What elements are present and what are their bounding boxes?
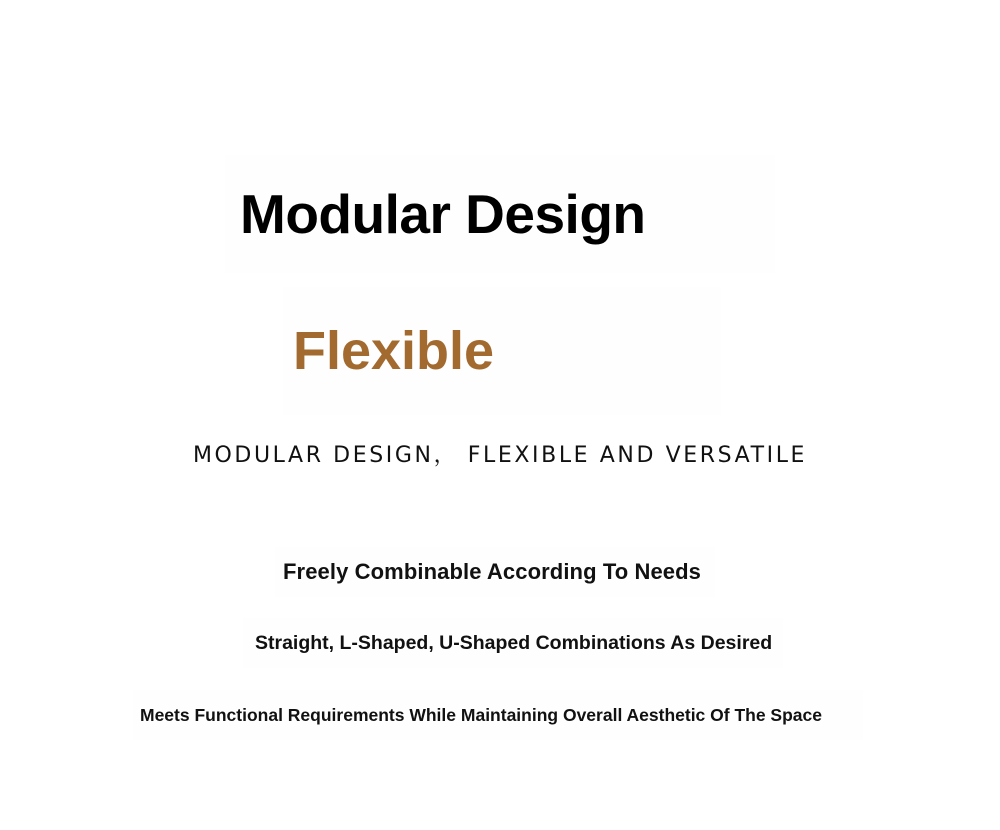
feature-panel-2 — [243, 618, 783, 668]
highlight-panel — [283, 287, 721, 415]
feature-line-3: Meets Functional Requirements While Maintaining Overall Aesthetic Of The Space — [140, 704, 822, 725]
feature-line-1: Freely Combinable According To Needs — [283, 559, 702, 584]
feature-line-2: Straight, L-Shaped, U-Shaped Combinations As Desired — [255, 631, 773, 654]
highlight-word: Flexible — [293, 321, 495, 381]
subtitle: MODULAR DESIGN， FLEXIBLE AND VERSATILE — [192, 443, 808, 468]
feature-panel-3 — [133, 690, 863, 740]
feature-panel-1 — [275, 547, 715, 597]
title-panel — [225, 155, 775, 273]
page-title: Modular Design — [240, 183, 646, 245]
